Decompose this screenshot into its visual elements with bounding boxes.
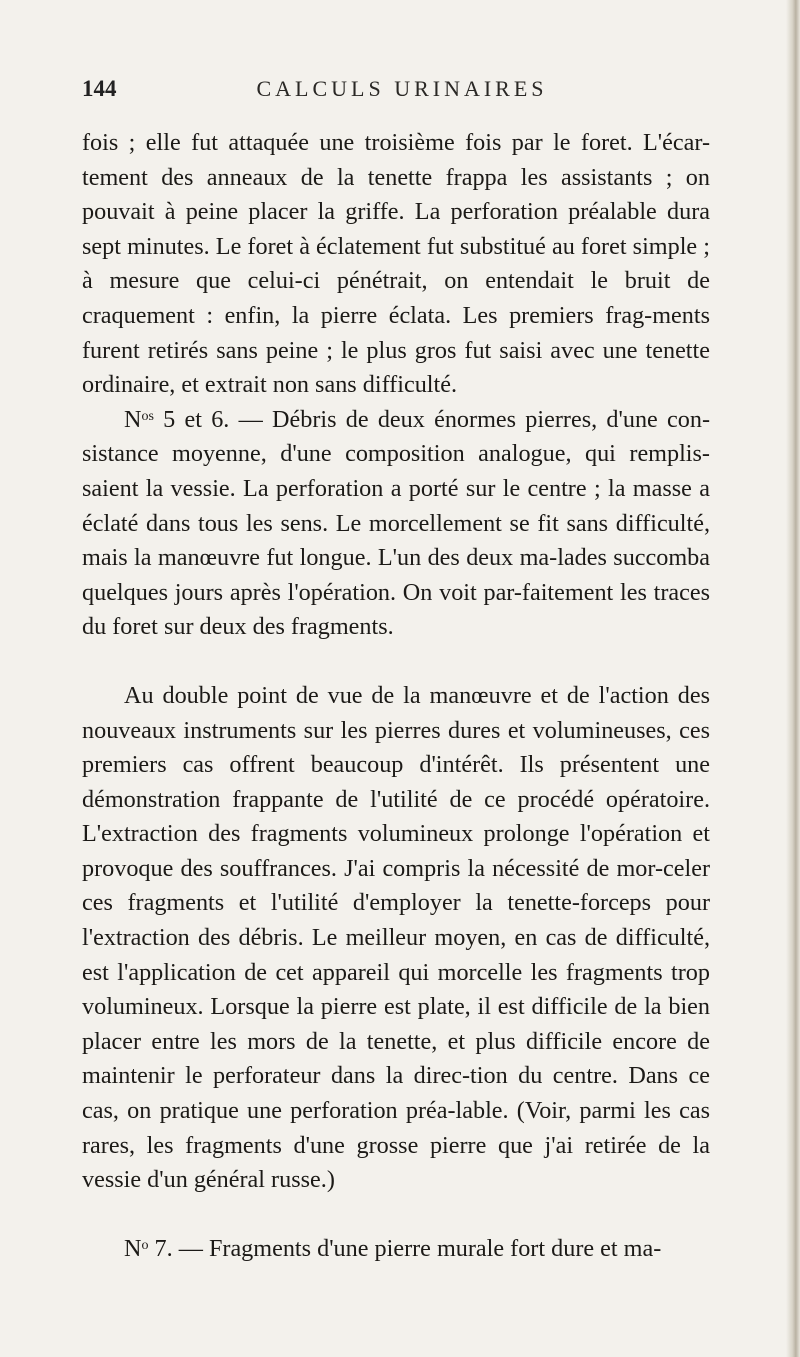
running-title: CALCULS URINAIRES: [256, 76, 548, 101]
paragraph-2-text: 5 et 6. — Débris de deux énormes pierres, d'une con-sistance moyenne, d'une composition analogue, qui remplis-saient la vessie. La perforation a porté sur le centre ; la masse a éclaté dans tous les sens. Le morcellement se fit sans difficulté, mais la manœuvre fut longue. L'un des deux ma-lades succomba quelques jours après l'opération. On voit par-faitement les traces du foret sur deux des fragments.: [82, 405, 710, 641]
body-text: [82, 126, 710, 1266]
paragraph-3: [82, 679, 710, 1198]
paragraph-4: [82, 1232, 710, 1267]
paragraph-4-label-sup: o: [141, 1237, 149, 1253]
paragraph-2: [82, 403, 710, 645]
page-number: 144: [82, 76, 117, 101]
paragraph-1: [82, 126, 710, 403]
paragraph-4-label: N: [124, 1234, 142, 1262]
page-edge-shadow: [786, 0, 800, 1357]
paragraph-2-label-sup: os: [141, 408, 154, 424]
paragraph-4-text: 7. — Fragments d'une pierre murale fort dure et ma-: [148, 1234, 662, 1262]
paragraph-2-label: N: [124, 405, 142, 433]
page-header: [82, 76, 722, 106]
paragraph-1-text: fois ; elle fut attaquée une troisième fois par le foret. L'écar-tement des anneaux de la tenette frappa les assistants ; on pouvait à peine placer la griffe. La perforation préalable dura sept minutes. Le foret à éclatement fut substitué au foret simple ; à mesure que celui-ci pénétrait, on entendait le bruit de craquement : enfin, la pierre éclata. Les premiers frag-ments furent retirés sans peine ; le plus gros fut saisi avec une tenette ordinaire, et extrait non sans difficulté.: [82, 129, 710, 399]
paragraph-3-text: Au double point de vue de la manœuvre et de l'action des nouveaux instruments sur les pierres dures et volumineuses, ces premiers cas offrent beaucoup d'intérêt. Ils présentent une démonstration frappante de l'utilité de ce procédé opératoire. L'extraction des fragments volumineux prolonge l'opération et provoque des souffrances. J'ai compris la nécessité de mor-celer ces fragments et l'utilité d'employer la tenette-forceps pour l'extraction des débris. Le meilleur moyen, en cas de difficulté, est l'application de cet appareil qui morcelle les fragments trop volumineux. Lorsque la pierre est plate, il est difficile de la bien placer entre les mors de la tenette, et plus difficile encore de maintenir le perforateur dans la direc-tion du centre. Dans ce cas, on pratique une perforation préa-lable. (Voir, parmi les cas rares, les fragments d'une grosse pierre que j'ai retirée de la vessie d'un général russe.): [82, 681, 710, 1194]
